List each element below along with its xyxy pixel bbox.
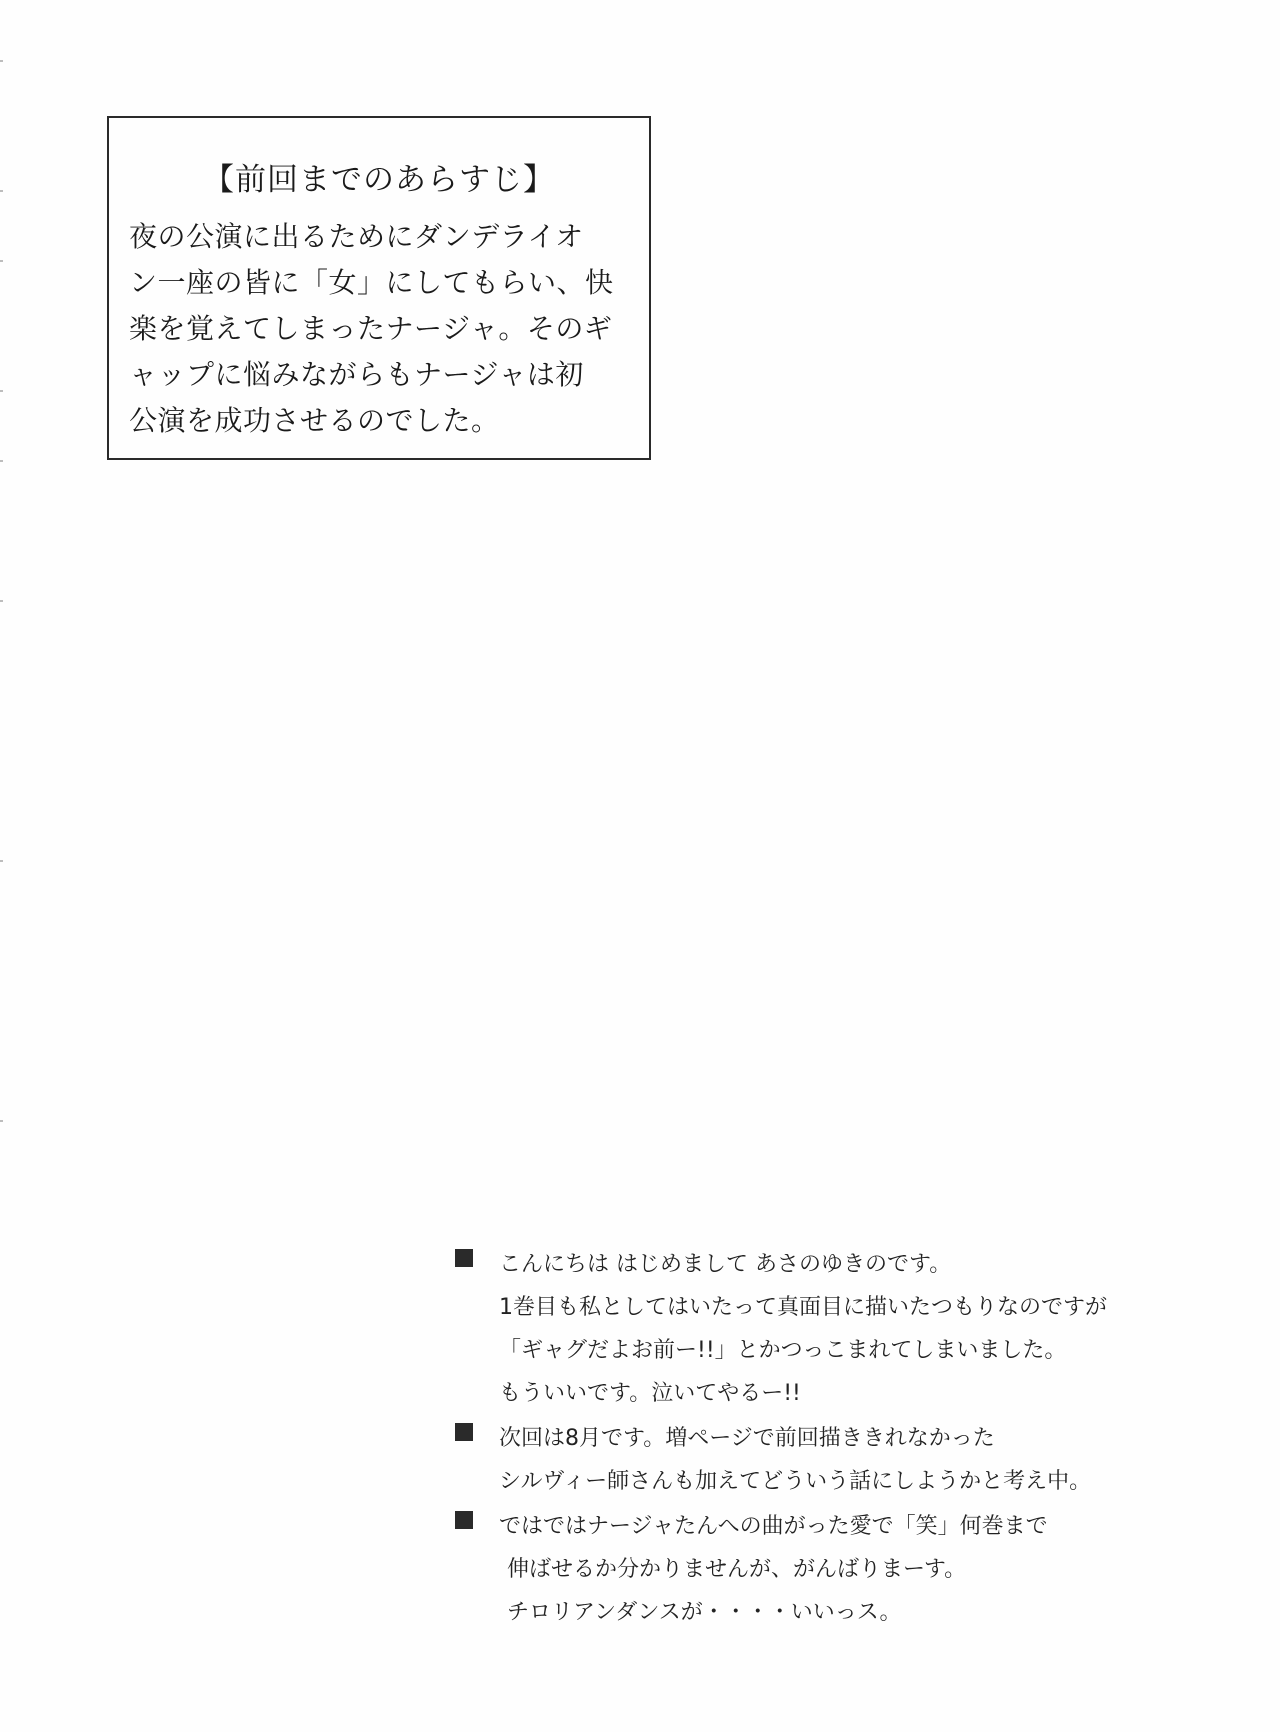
note-item bbox=[455, 1417, 1175, 1503]
square-bullet-icon bbox=[455, 1249, 473, 1267]
note-line: ではではナージャたんへの曲がった愛で「笑」何巻まで bbox=[499, 1514, 1048, 1539]
note-line: 1巻目も私としてはいたって真面目に描いたつもりなのですが bbox=[499, 1295, 1107, 1320]
scan-edge-mark bbox=[0, 860, 3, 862]
scan-edge-mark bbox=[0, 390, 3, 392]
author-notes bbox=[455, 1243, 1175, 1636]
summary-line: 楽を覚えてしまったナージャ。そのギ bbox=[129, 312, 613, 345]
story-summary-box bbox=[107, 116, 651, 460]
square-bullet-icon bbox=[455, 1423, 473, 1441]
scan-edge-mark bbox=[0, 60, 3, 62]
scan-edge-mark bbox=[0, 600, 3, 602]
summary-title: 【前回までのあらすじ】 bbox=[203, 162, 555, 198]
note-line: 「ギャグだよお前ー!!」とかつっこまれてしまいました。 bbox=[499, 1338, 1067, 1363]
note-line: もういいです。泣いてやるー!! bbox=[499, 1381, 801, 1406]
summary-line: 夜の公演に出るためにダンデライオ bbox=[129, 220, 584, 253]
summary-body bbox=[129, 214, 649, 444]
scan-edge-mark bbox=[0, 1120, 3, 1122]
note-line: 次回は8月です。増ページで前回描ききれなかった bbox=[499, 1426, 995, 1451]
summary-line: ャップに悩みながらもナージャは初 bbox=[129, 358, 584, 391]
note-line: チロリアンダンスが・・・・いいっス。 bbox=[507, 1600, 902, 1625]
note-line: 伸ばせるか分かりませんが、がんばりまーす。 bbox=[507, 1557, 967, 1582]
summary-line: ン一座の皆に「女」にしてもらい、快 bbox=[129, 266, 614, 299]
note-line: こんにちは はじめまして あさのゆきのです。 bbox=[499, 1252, 952, 1277]
scan-edge-mark bbox=[0, 190, 3, 192]
scan-edge-mark bbox=[0, 460, 3, 462]
scan-edge-mark bbox=[0, 260, 3, 262]
summary-line: 公演を成功させるのでした。 bbox=[129, 404, 500, 437]
note-item bbox=[455, 1243, 1175, 1415]
square-bullet-icon bbox=[455, 1511, 473, 1529]
note-line: シルヴィー師さんも加えてどういう話にしようかと考え中。 bbox=[499, 1469, 1092, 1494]
note-item bbox=[455, 1505, 1175, 1634]
